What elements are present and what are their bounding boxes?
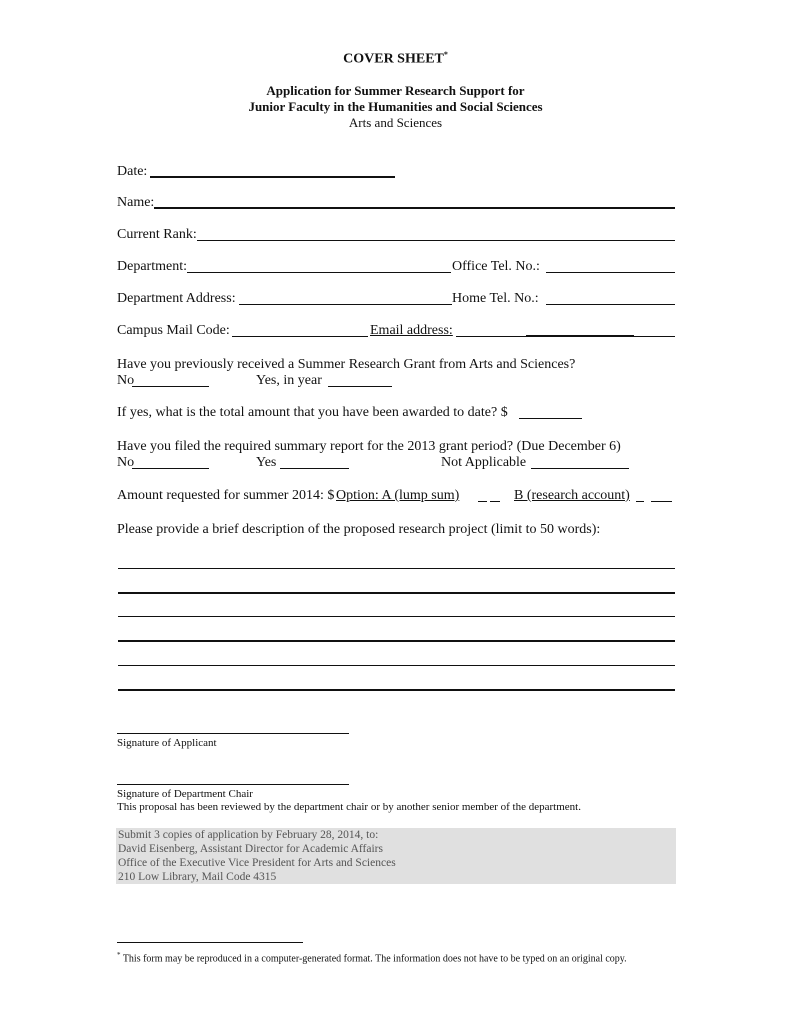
- applicant-signature-label: Signature of Applicant: [117, 737, 217, 749]
- option-a-label[interactable]: Option: A (lump sum): [336, 488, 460, 503]
- subtitle-line-3: Arts and Sciences: [348, 115, 443, 130]
- department-label: Department:: [117, 259, 187, 274]
- office-tel-label: Office Tel. No.:: [452, 259, 540, 274]
- applicant-signature-line[interactable]: [117, 733, 349, 734]
- prev-grant-yes-label: Yes, in year: [256, 373, 322, 388]
- description-line-1[interactable]: [118, 568, 675, 569]
- footnote-separator: [117, 942, 303, 943]
- report-filed-question: Have you filed the required summary report for the 2013 grant period? (Due December 6): [117, 439, 621, 454]
- description-line-2[interactable]: [118, 592, 675, 594]
- name-label: Name:: [117, 195, 155, 210]
- option-a-check-field[interactable]: [478, 501, 487, 502]
- department-address-field[interactable]: [239, 304, 452, 305]
- report-na-field[interactable]: [531, 468, 629, 469]
- total-awarded-question: If yes, what is the total amount that you have been awarded to date? $: [117, 405, 508, 420]
- email-address-field-end[interactable]: [634, 336, 675, 337]
- description-line-6[interactable]: [118, 689, 675, 691]
- prev-grant-question: Have you previously received a Summer Research Grant from Arts and Sciences?: [117, 357, 576, 372]
- submission-info-box: [116, 828, 676, 884]
- department-field[interactable]: [187, 272, 451, 273]
- campus-mail-code-field[interactable]: [232, 336, 368, 337]
- home-tel-field[interactable]: [546, 304, 675, 305]
- department-address-label: Department Address:: [117, 291, 236, 306]
- current-rank-field[interactable]: [197, 240, 675, 241]
- amount-requested-label: Amount requested for summer 2014: $: [117, 488, 335, 503]
- title-footnote-mark: *: [443, 50, 448, 59]
- email-address-field[interactable]: [456, 336, 526, 337]
- report-yes-label: Yes: [256, 455, 277, 470]
- prev-grant-no-label: No: [117, 373, 135, 388]
- prev-grant-year-field[interactable]: [328, 386, 392, 387]
- date-label: Date:: [117, 164, 148, 179]
- option-gap-field[interactable]: [490, 501, 500, 502]
- report-no-label: No: [117, 455, 135, 470]
- chair-signature-label: Signature of Department Chair: [117, 788, 253, 800]
- email-address-label: Email address:: [370, 323, 453, 338]
- report-na-label: Not Applicable: [441, 455, 527, 470]
- subtitle-line-1: Application for Summer Research Support for: [266, 83, 525, 98]
- office-tel-field[interactable]: [546, 272, 675, 273]
- description-line-4[interactable]: [118, 640, 675, 642]
- campus-mail-code-label: Campus Mail Code:: [117, 323, 230, 338]
- footnote-text: This form may be reproduced in a computer-generated format. The information does not have to be typed on an original copy.: [122, 953, 627, 965]
- total-awarded-field[interactable]: [519, 418, 582, 419]
- review-note: This proposal has been reviewed by the department chair or by another senior member of the department.: [117, 801, 581, 813]
- footnote-mark: *: [117, 951, 121, 959]
- submit-line-2: David Eisenberg, Assistant Director for Academic Affairs: [118, 843, 383, 855]
- prev-grant-no-field[interactable]: [132, 386, 209, 387]
- option-b-check-field[interactable]: [636, 501, 644, 502]
- description-prompt: Please provide a brief description of the proposed research project (limit to 50 words):: [117, 522, 601, 537]
- page-title: COVER SHEET*: [343, 50, 448, 67]
- submit-line-4: 210 Low Library, Mail Code 4315: [118, 871, 277, 883]
- report-yes-field[interactable]: [280, 468, 349, 469]
- email-address-field-bold[interactable]: [526, 335, 634, 337]
- option-b-label[interactable]: B (research account): [514, 488, 630, 503]
- subtitle-line-2: Junior Faculty in the Humanities and Social Sciences: [248, 99, 543, 114]
- footnote: [117, 951, 627, 964]
- report-no-field[interactable]: [132, 468, 209, 469]
- date-field[interactable]: [150, 176, 395, 178]
- chair-signature-line[interactable]: [117, 784, 349, 785]
- description-line-5[interactable]: [118, 665, 675, 666]
- home-tel-label: Home Tel. No.:: [452, 291, 539, 306]
- option-b-end-field[interactable]: [651, 501, 672, 502]
- description-line-3[interactable]: [118, 616, 675, 617]
- submit-line-3: Office of the Executive Vice President for Arts and Sciences: [118, 857, 396, 869]
- current-rank-label: Current Rank:: [117, 227, 197, 242]
- name-field[interactable]: [154, 207, 675, 209]
- submit-line-1: Submit 3 copies of application by February 28, 2014, to:: [118, 829, 379, 841]
